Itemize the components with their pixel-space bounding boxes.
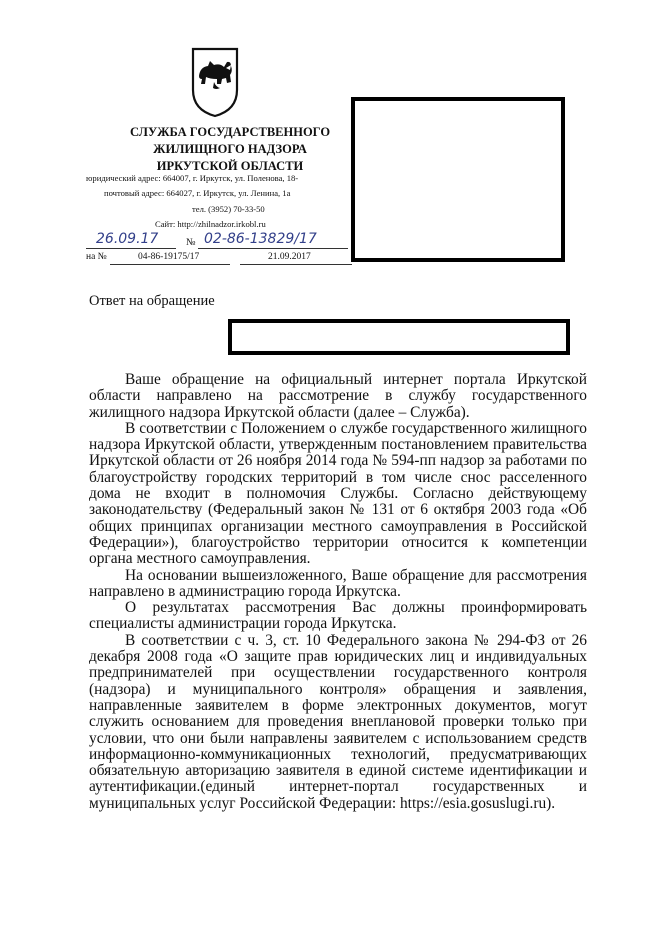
redacted-recipient-block [351, 97, 565, 262]
redacted-addressee-name [228, 319, 570, 355]
number-label: № [186, 237, 196, 248]
org-name-line-1: СЛУЖБА ГОСУДАРСТВЕННОГО [129, 125, 331, 139]
body-paragraph-2: В соответствии с Положением о службе государственного жилищного надзора Иркутской области, утвержденным постановлением правительства Иркутской области от 26 ноября 2014 года № 594-пп надзор за работами по благоустройству городских территорий в том числе снос расселенного дома не входит в полномочия Службы. Согласно действующему законодательству (Федеральный закон № 131 от 6 октября 2003 года «Об общих принципах организации местного самоуправления в Российской Федерации»), благоустройство территории относится к компетенции органа местного самоуправления. [89, 419, 587, 568]
organization-name [80, 124, 380, 175]
phone-number: тел. (3952) 70-33-50 [192, 204, 265, 214]
coat-of-arms-emblem [190, 46, 240, 118]
letter-body [89, 372, 587, 812]
website-link: Сайт: http://zhilnadzor.irkobl.ru [155, 219, 266, 229]
date-underline [86, 248, 176, 249]
reference-date: 21.09.2017 [268, 252, 311, 262]
handwritten-outgoing-number: 02-86-13829/17 [204, 231, 317, 247]
postal-address: почтовый адрес: 664027, г. Иркутск, ул. Ленина, 1а [104, 188, 291, 198]
reference-date-underline [240, 264, 352, 265]
org-name-line-2: ЖИЛИЩНОГО НАДЗОРА [153, 142, 307, 156]
reference-label: на № [86, 252, 107, 262]
letter-subject: Ответ на обращение [89, 293, 215, 309]
reference-number-underline [110, 264, 230, 265]
org-name-line-3: ИРКУТСКОЙ ОБЛАСТИ [156, 159, 304, 173]
body-paragraph-1: Ваше обращение на официальный интернет портала Иркутской области направлено на рассмотрение в службу государственного жилищного надзора Иркутской области (далее – Служба). [89, 371, 587, 421]
body-paragraph-4: О результатах рассмотрения Вас должны проинформировать специалисты администрации города Иркутска. [89, 599, 587, 633]
reference-number: 04-86-19175/17 [138, 252, 200, 262]
body-paragraph-5: В соответствии с ч. 3, ст. 10 Федерального закона № 294-ФЗ от 26 декабря 2008 года «О защите прав юридических лиц и индивидуальных предпринимателей при осуществлении государственного контроля (надзора) и муниципального контроля» обращения и заявления, направленные заявителем в форме электронных документов, могут служить основанием для проведения внеплановой проверки только при условии, что они были направлены заявителем с использованием средств информационно-коммуникационных технологий, предусматривающих обязательную авторизацию заявителя в единой системе идентификации и аутентификации.(единый интернет-портал государственных и муниципальных услуг Российской Федерации: https://esia.gosuslugi.ru). [89, 631, 587, 812]
legal-address: юридический адрес: 664007, г. Иркутск, ул. Поленова, 18- [86, 173, 299, 183]
body-paragraph-3: На основании вышеизложенного, Ваше обращение для рассмотрения направлено в администрацию города Иркутска. [89, 566, 587, 600]
number-underline [198, 248, 348, 249]
handwritten-date: 26.09.17 [96, 231, 159, 247]
